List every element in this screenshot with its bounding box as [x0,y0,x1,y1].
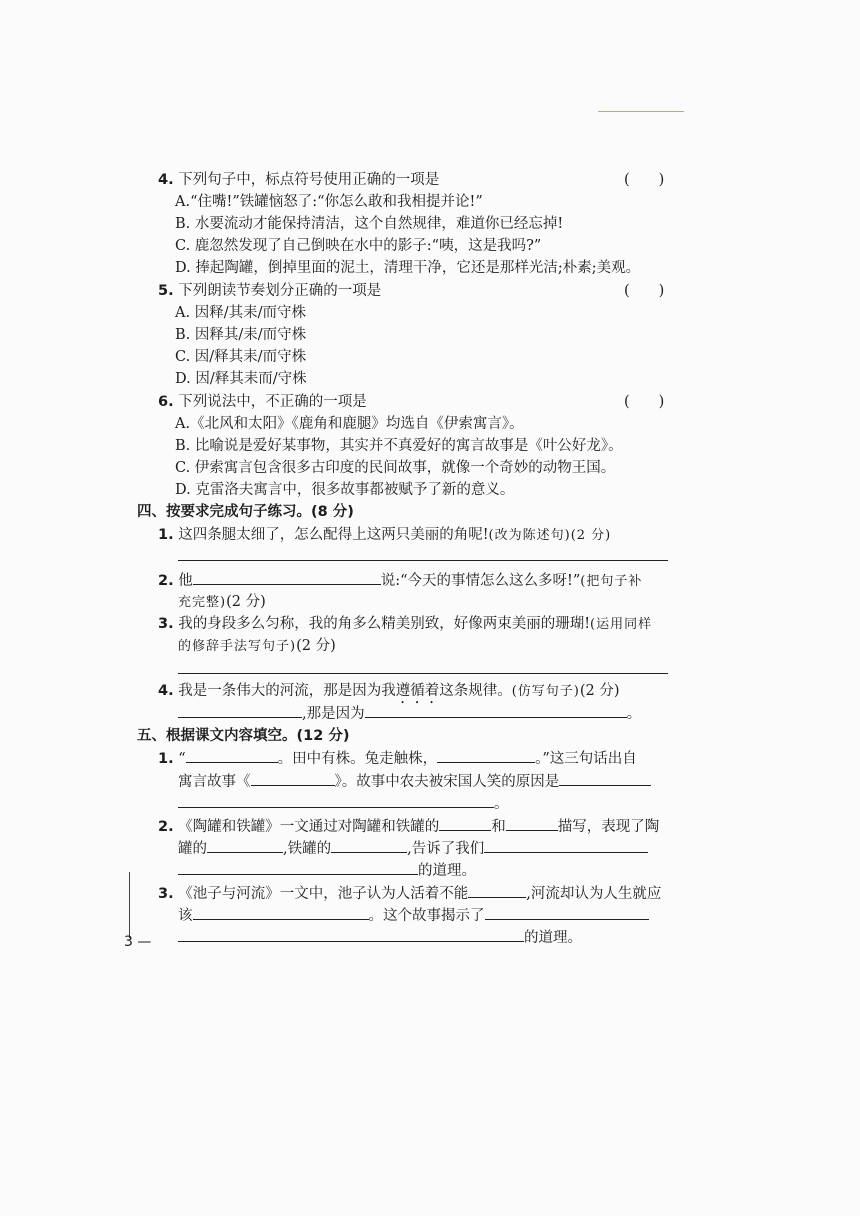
s4-q1-answer-line[interactable] [178,560,668,561]
s4-q2-score: (2 分) [226,594,266,610]
s5-q3-blank-2[interactable] [193,905,369,920]
left-margin-rule [129,872,130,938]
s4-q4-note: (仿写句子) [511,684,580,699]
s4-q4-blank-2[interactable] [365,703,627,718]
q5-stem-text: 下列朗读节奏划分正确的一项是 [178,283,382,299]
s4-q2-blank[interactable] [193,570,381,585]
q6-stem-text: 下列说法中，不正确的一项是 [178,394,367,410]
s4-q1 [158,525,611,546]
q5-option-c: C. 因/释其耒/而守株 [175,349,307,365]
q6-number: 6. [158,394,174,410]
s4-q4-number: 4. [158,683,174,699]
s5-q2-line2 [178,838,648,859]
s4-q3-line2 [178,636,336,657]
s4-q4-text-pre: 我是一条伟大的河流，那是因为我 [178,683,396,699]
q4-number: 4. [158,172,174,188]
s5-q2-text-g: 的道理。 [418,863,476,879]
s5-q2-blank-6[interactable] [178,860,418,875]
q4-stem-text: 下列句子中，标点符号使用正确的一项是 [178,172,440,188]
s5-q3-line2 [178,905,649,926]
s5-q3-text-c: 该 [178,908,193,924]
s5-q3-blank-3[interactable] [485,905,649,920]
s5-q3-blank-1[interactable] [468,883,526,898]
s5-q1-open-quote: “ [178,751,186,767]
s4-q3-number: 3. [158,616,174,632]
s5-q1-end: 。 [494,796,509,812]
s4-q2-prefix: 他 [178,573,193,589]
s5-q2-blank-1[interactable] [439,816,491,831]
s4-q1-note: (改为陈述句)(2 分) [488,528,612,543]
q4-option-a: A.“住嘴!”铁罐恼怒了:“你怎么敢和我相提并论!” [175,194,483,210]
s4-q3 [158,614,652,635]
s5-q1-after: 。”这三句话出自 [535,751,637,767]
s5-q3-text-e: 的道理。 [524,930,582,946]
s5-q3 [158,883,661,904]
s5-q3-text-d: 。这个故事揭示了 [368,908,485,924]
s5-q1-blank-4[interactable] [559,771,651,786]
top-decorative-rule [598,111,684,112]
q5-stem [158,281,381,301]
s4-q4-dotted-words: 遵循着 [395,683,440,699]
s5-q3-blank-4[interactable] [178,927,524,942]
s5-q2-blank-2[interactable] [506,816,558,831]
s5-q2-line3 [178,860,476,881]
s5-q2-number: 2. [158,819,174,835]
s5-q3-number: 3. [158,886,174,902]
s4-q4-text-post: 这条规律。 [439,683,512,699]
s4-q3-note-2: 的修辞手法写句子) [178,639,297,654]
s4-q2-number: 2. [158,573,174,589]
section-5-title: 五、根据课文内容填空。(12 分) [137,728,350,744]
s5-q3-line3 [178,927,582,948]
s5-q1-line2 [178,771,651,792]
q6-stem [158,392,367,412]
s5-q1-middle: 。田中有株。兔走触株， [277,751,438,767]
s5-q1-reason-text: 》。故事中农夫被宋国人笑的原因是 [334,774,560,790]
q6-option-a: A.《北风和太阳》《鹿角和鹿腿》均选自《伊索寓言》。 [175,416,524,432]
s4-q3-note-1: (运用同样 [590,617,653,632]
section-4-title: 四、按要求完成句子练习。(8 分) [137,504,354,520]
s4-q3-answer-line[interactable] [178,673,668,674]
s5-q2-text-d: 罐的 [178,841,207,857]
s4-q2 [158,570,642,592]
s4-q2-line2 [178,592,266,613]
s4-q2-note-1: (把句子补 [580,574,643,589]
s5-q1-blank-1[interactable] [186,748,278,763]
q5-number: 5. [158,283,174,299]
s5-q1-blank-5[interactable] [178,793,494,808]
s4-q4-score: (2 分) [579,683,620,699]
q4-option-d: D. 捧起陶罐，倒掉里面的泥土，清理干净，它还是那样光洁;朴素;美观。 [175,260,641,276]
s5-q2-blank-5[interactable] [484,838,648,853]
q4-option-c: C. 鹿忽然发现了自己倒映在水中的影子:“咦，这是我吗?” [175,238,542,254]
s5-q2-blank-4[interactable] [331,838,407,853]
s4-q1-number: 1. [158,527,174,543]
s4-q4-line2 [178,703,641,724]
q5-option-d: D. 因/释其耒而/守株 [175,371,307,387]
s5-q2-text-f: ,告诉了我们 [407,841,485,857]
s4-q2-note-2: 充完整) [178,595,227,610]
s4-q4-end: 。 [626,706,642,722]
q5-option-b: B. 因释其/耒/而守株 [175,327,307,343]
s5-q2-text-a: 《陶罐和铁罐》一文通过对陶罐和铁罐的 [178,819,440,835]
q6-option-d: D. 克雷洛夫寓言中，很多故事都被赋予了新的意义。 [175,482,515,498]
q6-option-c: C. 伊索寓言包含很多古印度的民间故事，就像一个奇妙的动物王国。 [175,460,616,476]
s4-q3-text: 我的身段多么匀称，我的角多么精美别致，好像两束美丽的珊瑚! [178,616,591,632]
s5-q3-text-a: 《池子与河流》一文中，池子认为人活着不能 [178,886,469,902]
s4-q4-blank-1[interactable] [178,703,302,718]
q5-option-a: A. 因释/其耒/而守株 [175,305,306,321]
s4-q3-score: (2 分) [296,638,336,654]
s5-q1-line3 [178,793,509,814]
s5-q2-text-c: 描写，表现了陶 [557,819,660,835]
s5-q2-blank-3[interactable] [207,838,283,853]
q5-answer-parens[interactable]: ( ) [624,283,665,299]
s4-q2-quote: 说:“今天的事情怎么这么多呀!” [380,573,581,589]
q6-answer-parens[interactable]: ( ) [624,394,665,410]
s5-q1-blank-2[interactable] [437,748,535,763]
s5-q2-text-e: ,铁罐的 [283,841,332,857]
s4-q1-text: 这四条腿太细了，怎么配得上这两只美丽的角呢! [178,527,489,543]
s5-q3-text-b: ,河流却认为人生就应 [526,886,662,902]
s4-q4-line2-text: ,那是因为 [302,706,365,722]
q6-option-b: B. 比喻说是爱好某事物，其实并不真爱好的寓言故事是《叶公好龙》。 [175,438,623,454]
s5-q1 [158,748,637,769]
s5-q2 [158,816,659,837]
s5-q1-number: 1. [158,751,174,767]
q4-answer-parens[interactable]: ( ) [624,172,665,188]
s5-q1-blank-3[interactable] [251,771,335,786]
s5-q2-and: 和 [491,819,506,835]
q4-stem [158,170,439,190]
q4-option-b: B. 水要流动才能保持清洁，这个自然规律，难道你已经忘掉! [175,216,564,232]
s5-q1-story-prefix: 寓言故事《 [178,774,251,790]
page-number: 3 — [124,934,152,950]
